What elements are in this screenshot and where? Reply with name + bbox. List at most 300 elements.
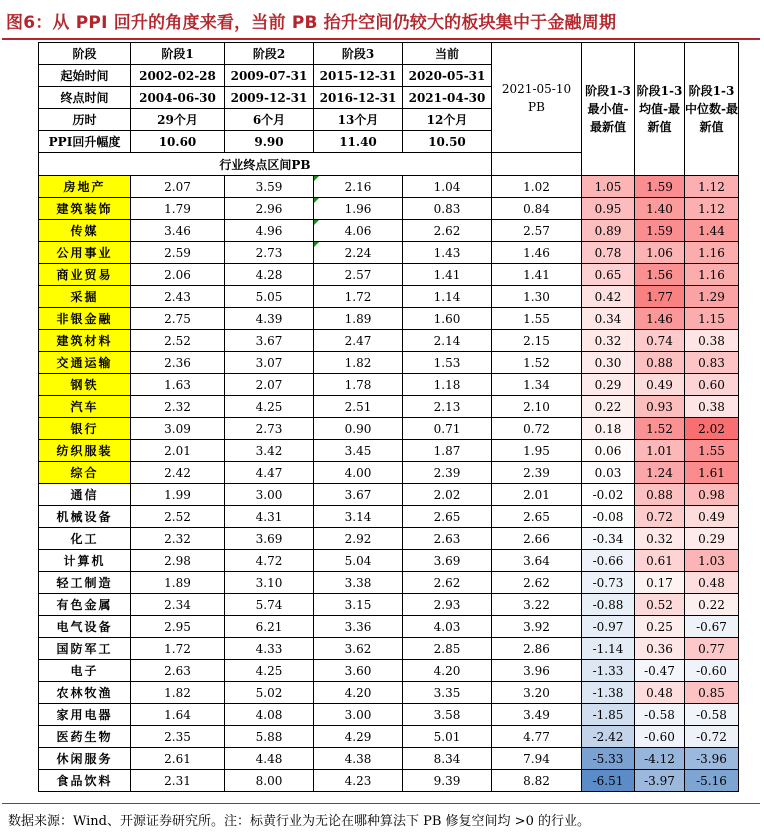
cell-s3: 4.06 <box>314 220 403 242</box>
industry-name: 采掘 <box>39 286 131 308</box>
industry-name: 通信 <box>39 484 131 506</box>
cell-min: 0.34 <box>582 308 635 330</box>
cell-s1: 2.36 <box>131 352 225 374</box>
cell-pb: 0.72 <box>492 418 582 440</box>
cell-s3: 3.45 <box>314 440 403 462</box>
cell-min: -1.33 <box>582 660 635 682</box>
cell-pb: 7.94 <box>492 748 582 770</box>
cell-s2: 4.28 <box>225 264 314 286</box>
cell-s1: 2.31 <box>131 770 225 792</box>
table-row <box>39 638 739 660</box>
cell-median: 1.15 <box>685 308 739 330</box>
cell-cur: 2.85 <box>403 638 492 660</box>
cell-s3: 3.36 <box>314 616 403 638</box>
cell-pb: 3.64 <box>492 550 582 572</box>
cell-cur: 1.04 <box>403 176 492 198</box>
cell-median: -0.72 <box>685 726 739 748</box>
cell-s2: 3.42 <box>225 440 314 462</box>
cell-pb: 1.02 <box>492 176 582 198</box>
cell-min: 0.03 <box>582 462 635 484</box>
cell-s2: 3.69 <box>225 528 314 550</box>
cell-pb: 2.10 <box>492 396 582 418</box>
mean-diff-header: 阶段1-3均值-最新值 <box>635 43 685 176</box>
cell-median: 2.02 <box>685 418 739 440</box>
cell-s2: 2.73 <box>225 242 314 264</box>
stage-2-duration: 6个月 <box>225 109 314 131</box>
cell-pb: 3.20 <box>492 682 582 704</box>
cell-cur: 4.03 <box>403 616 492 638</box>
table-row <box>39 704 739 726</box>
cell-cur: 9.39 <box>403 770 492 792</box>
table-row <box>39 726 739 748</box>
header-spacer <box>492 153 582 176</box>
industry-name: 纺织服装 <box>39 440 131 462</box>
industry-name: 非银金融 <box>39 308 131 330</box>
cell-mean: 1.59 <box>635 176 685 198</box>
cell-min: -0.34 <box>582 528 635 550</box>
cell-s2: 4.72 <box>225 550 314 572</box>
cell-s1: 1.72 <box>131 638 225 660</box>
table-row <box>39 352 739 374</box>
cell-median: -3.96 <box>685 748 739 770</box>
industry-name: 化工 <box>39 528 131 550</box>
cell-s3: 1.72 <box>314 286 403 308</box>
cell-median: 1.12 <box>685 198 739 220</box>
stage-1-end: 2004-06-30 <box>131 87 225 109</box>
cell-pb: 3.49 <box>492 704 582 726</box>
cell-s2: 8.00 <box>225 770 314 792</box>
cell-median: 1.29 <box>685 286 739 308</box>
cell-s3: 4.38 <box>314 748 403 770</box>
industry-name: 电气设备 <box>39 616 131 638</box>
table-row <box>39 462 739 484</box>
cell-s3: 2.24 <box>314 242 403 264</box>
stage-3-name: 阶段3 <box>314 43 403 65</box>
cell-cur: 1.18 <box>403 374 492 396</box>
cell-pb: 2.86 <box>492 638 582 660</box>
table-body <box>39 176 739 792</box>
table-row <box>39 506 739 528</box>
cell-mean: 0.88 <box>635 352 685 374</box>
cell-pb: 1.46 <box>492 242 582 264</box>
cell-min: -1.85 <box>582 704 635 726</box>
cell-min: -0.88 <box>582 594 635 616</box>
industry-name: 家用电器 <box>39 704 131 726</box>
cell-s1: 2.32 <box>131 528 225 550</box>
end-label: 终点时间 <box>39 87 131 109</box>
cell-min: 0.06 <box>582 440 635 462</box>
cell-s2: 4.47 <box>225 462 314 484</box>
cell-mean: 0.49 <box>635 374 685 396</box>
cell-cur: 1.53 <box>403 352 492 374</box>
cell-cur: 1.43 <box>403 242 492 264</box>
cell-mean: 1.56 <box>635 264 685 286</box>
cell-median: -0.67 <box>685 616 739 638</box>
cell-s3: 2.57 <box>314 264 403 286</box>
table-row <box>39 770 739 792</box>
cell-median: -0.58 <box>685 704 739 726</box>
cell-s3: 4.00 <box>314 462 403 484</box>
stage-current-name: 当前 <box>403 43 492 65</box>
cell-pb: 3.22 <box>492 594 582 616</box>
table-row <box>39 682 739 704</box>
cell-min: -2.42 <box>582 726 635 748</box>
cell-s1: 2.43 <box>131 286 225 308</box>
cell-cur: 4.20 <box>403 660 492 682</box>
industry-name: 公用事业 <box>39 242 131 264</box>
cell-cur: 8.34 <box>403 748 492 770</box>
cell-s2: 3.07 <box>225 352 314 374</box>
cell-s3: 3.14 <box>314 506 403 528</box>
cell-median: 1.12 <box>685 176 739 198</box>
cell-cur: 0.83 <box>403 198 492 220</box>
cell-s3: 3.15 <box>314 594 403 616</box>
cell-cur: 2.65 <box>403 506 492 528</box>
cell-median: 0.83 <box>685 352 739 374</box>
table-row <box>39 198 739 220</box>
ppi-label: PPI回升幅度 <box>39 131 131 153</box>
cell-cur: 1.60 <box>403 308 492 330</box>
industry-pb-label: 行业终点区间PB <box>39 153 492 176</box>
cell-s3: 0.90 <box>314 418 403 440</box>
cell-min: -0.97 <box>582 616 635 638</box>
cell-s2: 3.67 <box>225 330 314 352</box>
cell-s1: 2.52 <box>131 330 225 352</box>
cell-s3: 1.89 <box>314 308 403 330</box>
current-pb-header: 2021-05-10 PB <box>492 43 582 153</box>
cell-s1: 1.63 <box>131 374 225 396</box>
cell-s1: 2.35 <box>131 726 225 748</box>
stage-3-ppi: 11.40 <box>314 131 403 153</box>
cell-s1: 1.89 <box>131 572 225 594</box>
cell-s2: 2.96 <box>225 198 314 220</box>
cell-median: 0.48 <box>685 572 739 594</box>
cell-cur: 2.39 <box>403 462 492 484</box>
duration-label: 历时 <box>39 109 131 131</box>
cell-mean: 0.17 <box>635 572 685 594</box>
cell-median: 0.22 <box>685 594 739 616</box>
cell-min: -0.02 <box>582 484 635 506</box>
cell-s2: 3.59 <box>225 176 314 198</box>
cell-min: -6.51 <box>582 770 635 792</box>
cell-pb: 1.95 <box>492 440 582 462</box>
cell-median: 1.03 <box>685 550 739 572</box>
cell-s3: 3.67 <box>314 484 403 506</box>
cell-cur: 2.93 <box>403 594 492 616</box>
cell-pb: 1.34 <box>492 374 582 396</box>
cell-s2: 2.07 <box>225 374 314 396</box>
table-row <box>39 242 739 264</box>
cell-s3: 2.51 <box>314 396 403 418</box>
cell-s1: 2.06 <box>131 264 225 286</box>
footer-rule <box>2 803 760 804</box>
cell-s3: 2.16 <box>314 176 403 198</box>
cell-s3: 4.20 <box>314 682 403 704</box>
cell-s1: 2.59 <box>131 242 225 264</box>
cell-pb: 0.84 <box>492 198 582 220</box>
start-label: 起始时间 <box>39 65 131 87</box>
cell-median: 0.38 <box>685 330 739 352</box>
table-row <box>39 484 739 506</box>
cell-mean: 1.01 <box>635 440 685 462</box>
cell-min: -1.38 <box>582 682 635 704</box>
cell-pb: 1.30 <box>492 286 582 308</box>
stage-3-end: 2016-12-31 <box>314 87 403 109</box>
cell-s2: 4.96 <box>225 220 314 242</box>
cell-mean: -0.58 <box>635 704 685 726</box>
cell-pb: 8.82 <box>492 770 582 792</box>
cell-cur: 1.87 <box>403 440 492 462</box>
cell-pb: 2.57 <box>492 220 582 242</box>
cell-pb: 3.96 <box>492 660 582 682</box>
cell-s1: 2.98 <box>131 550 225 572</box>
stage-1-name: 阶段1 <box>131 43 225 65</box>
cell-median: 0.38 <box>685 396 739 418</box>
cell-s2: 2.73 <box>225 418 314 440</box>
cell-s2: 4.25 <box>225 396 314 418</box>
table-row <box>39 308 739 330</box>
cell-mean: 0.36 <box>635 638 685 660</box>
cell-mean: 0.61 <box>635 550 685 572</box>
median-diff-header: 阶段1-3中位数-最新值 <box>685 43 739 176</box>
stage-current-start: 2020-05-31 <box>403 65 492 87</box>
table-row <box>39 528 739 550</box>
cell-pb: 1.41 <box>492 264 582 286</box>
cell-s3: 5.04 <box>314 550 403 572</box>
cell-s2: 4.39 <box>225 308 314 330</box>
industry-name: 交通运输 <box>39 352 131 374</box>
cell-median: -0.60 <box>685 660 739 682</box>
cell-s2: 5.74 <box>225 594 314 616</box>
cell-s2: 3.00 <box>225 484 314 506</box>
cell-pb: 2.65 <box>492 506 582 528</box>
cell-mean: 0.93 <box>635 396 685 418</box>
cell-median: 1.16 <box>685 264 739 286</box>
cell-pb: 2.62 <box>492 572 582 594</box>
cell-cur: 5.01 <box>403 726 492 748</box>
cell-median: 0.85 <box>685 682 739 704</box>
industry-name: 汽车 <box>39 396 131 418</box>
cell-min: -5.33 <box>582 748 635 770</box>
cell-s1: 1.82 <box>131 682 225 704</box>
cell-median: 1.16 <box>685 242 739 264</box>
cell-s3: 3.60 <box>314 660 403 682</box>
stage-2-start: 2009-07-31 <box>225 65 314 87</box>
cell-s2: 5.88 <box>225 726 314 748</box>
cell-pb: 2.01 <box>492 484 582 506</box>
cell-s3: 2.92 <box>314 528 403 550</box>
cell-cur: 3.69 <box>403 550 492 572</box>
table-row <box>39 264 739 286</box>
cell-min: 0.18 <box>582 418 635 440</box>
industry-name: 食品饮料 <box>39 770 131 792</box>
cell-median: 0.49 <box>685 506 739 528</box>
cell-mean: 0.32 <box>635 528 685 550</box>
cell-median: 0.98 <box>685 484 739 506</box>
cell-mean: 1.77 <box>635 286 685 308</box>
industry-name: 建筑装饰 <box>39 198 131 220</box>
cell-mean: 1.59 <box>635 220 685 242</box>
industry-name: 银行 <box>39 418 131 440</box>
stage-current-duration: 12个月 <box>403 109 492 131</box>
industry-name: 休闲服务 <box>39 748 131 770</box>
cell-mean: 0.48 <box>635 682 685 704</box>
stage-2-name: 阶段2 <box>225 43 314 65</box>
cell-mean: 1.46 <box>635 308 685 330</box>
cell-s1: 2.01 <box>131 440 225 462</box>
cell-mean: 1.24 <box>635 462 685 484</box>
cell-s3: 1.78 <box>314 374 403 396</box>
cell-s2: 5.05 <box>225 286 314 308</box>
industry-name: 综合 <box>39 462 131 484</box>
cell-min: 0.22 <box>582 396 635 418</box>
cell-s1: 1.64 <box>131 704 225 726</box>
industry-name: 医药生物 <box>39 726 131 748</box>
cell-s3: 1.82 <box>314 352 403 374</box>
cell-mean: 0.88 <box>635 484 685 506</box>
table-row <box>39 176 739 198</box>
table-row <box>39 396 739 418</box>
table-row <box>39 616 739 638</box>
cell-s1: 2.42 <box>131 462 225 484</box>
cell-cur: 3.58 <box>403 704 492 726</box>
stage-label: 阶段 <box>39 43 131 65</box>
industry-name: 农林牧渔 <box>39 682 131 704</box>
stage-2-ppi: 9.90 <box>225 131 314 153</box>
cell-median: -5.16 <box>685 770 739 792</box>
cell-s3: 1.96 <box>314 198 403 220</box>
industry-name: 轻工制造 <box>39 572 131 594</box>
cell-s1: 3.46 <box>131 220 225 242</box>
cell-cur: 3.35 <box>403 682 492 704</box>
source-note: 数据来源：Wind、开源证券研究所。注：标黄行业为无论在哪种算法下 PB 修复空间均 >0 的行业。 <box>8 814 590 829</box>
cell-median: 1.44 <box>685 220 739 242</box>
table-row <box>39 440 739 462</box>
cell-min: -0.73 <box>582 572 635 594</box>
table-row <box>39 286 739 308</box>
table-row <box>39 220 739 242</box>
cell-s2: 4.48 <box>225 748 314 770</box>
table-header <box>39 43 739 176</box>
cell-min: 0.95 <box>582 198 635 220</box>
cell-s3: 3.38 <box>314 572 403 594</box>
table-row <box>39 594 739 616</box>
cell-s1: 3.09 <box>131 418 225 440</box>
table-row <box>39 550 739 572</box>
cell-s1: 1.99 <box>131 484 225 506</box>
cell-s2: 3.10 <box>225 572 314 594</box>
cell-pb: 4.77 <box>492 726 582 748</box>
cell-pb: 2.39 <box>492 462 582 484</box>
cell-s3: 4.23 <box>314 770 403 792</box>
cell-s1: 2.34 <box>131 594 225 616</box>
cell-mean: 0.72 <box>635 506 685 528</box>
cell-mean: 1.06 <box>635 242 685 264</box>
cell-min: 0.42 <box>582 286 635 308</box>
cell-pb: 1.55 <box>492 308 582 330</box>
min-diff-header: 阶段1-3最小值-最新值 <box>582 43 635 176</box>
cell-median: 0.77 <box>685 638 739 660</box>
cell-min: 0.65 <box>582 264 635 286</box>
pb-table <box>38 42 739 792</box>
cell-min: 0.32 <box>582 330 635 352</box>
cell-mean: 0.25 <box>635 616 685 638</box>
stage-current-ppi: 10.50 <box>403 131 492 153</box>
cell-s3: 3.00 <box>314 704 403 726</box>
cell-s2: 5.02 <box>225 682 314 704</box>
cell-min: -0.66 <box>582 550 635 572</box>
cell-min: 1.05 <box>582 176 635 198</box>
figure-title: 图6：从 PPI 回升的角度来看，当前 PB 抬升空间仍较大的板块集中于金融周期 <box>6 13 617 33</box>
cell-mean: -0.60 <box>635 726 685 748</box>
table-row <box>39 748 739 770</box>
cell-s2: 6.21 <box>225 616 314 638</box>
cell-median: 0.29 <box>685 528 739 550</box>
stage-3-start: 2015-12-31 <box>314 65 403 87</box>
cell-s1: 2.07 <box>131 176 225 198</box>
cell-cur: 2.62 <box>403 572 492 594</box>
cell-mean: -4.12 <box>635 748 685 770</box>
industry-name: 计算机 <box>39 550 131 572</box>
stage-1-start: 2002-02-28 <box>131 65 225 87</box>
cell-pb: 1.52 <box>492 352 582 374</box>
cell-s3: 3.62 <box>314 638 403 660</box>
stage-current-end: 2021-04-30 <box>403 87 492 109</box>
cell-mean: -0.47 <box>635 660 685 682</box>
stage-3-duration: 13个月 <box>314 109 403 131</box>
cell-min: -0.08 <box>582 506 635 528</box>
cell-min: 0.78 <box>582 242 635 264</box>
cell-cur: 2.14 <box>403 330 492 352</box>
cell-s1: 2.75 <box>131 308 225 330</box>
cell-cur: 2.02 <box>403 484 492 506</box>
cell-cur: 2.63 <box>403 528 492 550</box>
industry-name: 建筑材料 <box>39 330 131 352</box>
cell-mean: -3.97 <box>635 770 685 792</box>
stage-1-duration: 29个月 <box>131 109 225 131</box>
cell-median: 1.55 <box>685 440 739 462</box>
cell-s1: 2.61 <box>131 748 225 770</box>
cell-min: 0.29 <box>582 374 635 396</box>
cell-s1: 2.95 <box>131 616 225 638</box>
cell-cur: 1.14 <box>403 286 492 308</box>
title-rule <box>2 38 760 40</box>
cell-cur: 2.13 <box>403 396 492 418</box>
industry-name: 传媒 <box>39 220 131 242</box>
table-row <box>39 660 739 682</box>
cell-median: 1.61 <box>685 462 739 484</box>
header-row-stage <box>39 43 739 65</box>
cell-min: 0.30 <box>582 352 635 374</box>
industry-name: 商业贸易 <box>39 264 131 286</box>
cell-min: 0.89 <box>582 220 635 242</box>
cell-s2: 4.33 <box>225 638 314 660</box>
cell-s2: 4.25 <box>225 660 314 682</box>
industry-name: 房地产 <box>39 176 131 198</box>
industry-name: 机械设备 <box>39 506 131 528</box>
cell-s3: 4.29 <box>314 726 403 748</box>
cell-cur: 2.62 <box>403 220 492 242</box>
cell-cur: 1.41 <box>403 264 492 286</box>
table-row <box>39 374 739 396</box>
cell-s1: 2.52 <box>131 506 225 528</box>
cell-mean: 0.74 <box>635 330 685 352</box>
cell-pb: 3.92 <box>492 616 582 638</box>
industry-name: 钢铁 <box>39 374 131 396</box>
table-row <box>39 418 739 440</box>
cell-mean: 1.40 <box>635 198 685 220</box>
table-row <box>39 330 739 352</box>
